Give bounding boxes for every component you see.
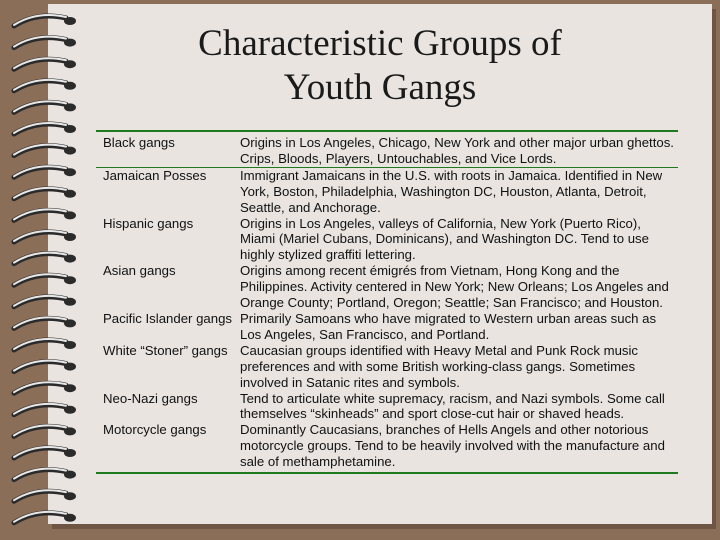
spiral-ring xyxy=(14,253,76,264)
group-description: Tend to articulate white supremacy, racism, and Nazi symbols. Some call themselves “skinheads” and sport close-cut hair or shaved heads. xyxy=(240,390,665,422)
table-row xyxy=(96,131,678,167)
spiral-ring xyxy=(14,447,76,458)
group-description: Immigrant Jamaicans in the U.S. with roots in Jamaica. Identified in New York, Boston, Philadelphia, Washington DC, Houston, Atlanta, Detroit, Seattle, and Anchorage. xyxy=(240,167,663,215)
group-name: Black gangs xyxy=(96,131,240,167)
spiral-ring xyxy=(14,123,76,134)
spiral-ring xyxy=(14,404,76,415)
table-row xyxy=(96,422,678,473)
spiral-ring xyxy=(14,209,76,220)
gang-groups-table xyxy=(96,130,678,474)
group-description: Origins among recent émigrés from Vietnam, Hong Kong and the Philippines. Activity centered in New York; New Orleans; Los Angeles and Orange County; Portland, Oregon; Seattle; San Francisco; and Houston. xyxy=(240,263,669,311)
group-description: Origins in Los Angeles, Chicago, New York and other major urban ghettos. Crips, Bloods, Players, Untouchables, and Vice Lords. xyxy=(240,131,678,167)
group-name: Hispanic gangs xyxy=(103,215,194,231)
group-description: Origins in Los Angeles, valleys of California, New York (Puerto Rico), Miami (Mariel Cubans, Dominicans), and Washington DC. Tend to use highly stylized graffiti lettering. xyxy=(240,215,649,263)
spiral-ring xyxy=(14,339,76,350)
group-description: Primarily Samoans who have migrated to Western urban areas such as Los Angeles, San Francisco, and Portland. xyxy=(240,310,657,342)
spiral-ring xyxy=(14,296,76,307)
slide-title xyxy=(48,22,712,110)
group-name: White “Stoner” gangs xyxy=(103,342,228,358)
group-name: Asian gangs xyxy=(103,263,176,279)
spiral-ring xyxy=(14,188,76,199)
spiral-ring xyxy=(14,425,76,436)
spiral-ring xyxy=(14,317,76,328)
spiral-ring xyxy=(14,512,76,523)
spiral-ring xyxy=(14,469,76,480)
table-row xyxy=(96,311,678,343)
group-name: Motorcycle gangs xyxy=(103,422,207,438)
group-description: Dominantly Caucasians, branches of Hells Angels and other notorious motorcycle groups. Tend to be heavily involved with the manufacture and sale of methamphetamine. xyxy=(240,422,665,470)
table-row xyxy=(96,263,678,311)
table-row xyxy=(96,391,678,423)
group-name: Jamaican Posses xyxy=(103,167,207,183)
spiral-ring xyxy=(14,274,76,285)
spiral-ring xyxy=(14,166,76,177)
group-name: Neo-Nazi gangs xyxy=(103,390,198,406)
spiral-ring xyxy=(14,490,76,501)
table-row xyxy=(96,343,678,391)
table-row xyxy=(96,167,678,215)
group-name: Pacific Islander gangs xyxy=(103,310,233,326)
spiral-ring xyxy=(14,145,76,156)
title-line-2: Youth Gangs xyxy=(283,67,477,108)
spiral-ring xyxy=(14,382,76,393)
spiral-ring xyxy=(14,231,76,242)
table-row xyxy=(96,216,678,264)
spiral-ring xyxy=(14,361,76,372)
group-description: Caucasian groups identified with Heavy Metal and Punk Rock music preferences and with some British working-class gangs. Sometimes involved in Satanic rites and symbols. xyxy=(240,342,639,390)
title-line-1: Characteristic Groups of xyxy=(198,23,562,64)
